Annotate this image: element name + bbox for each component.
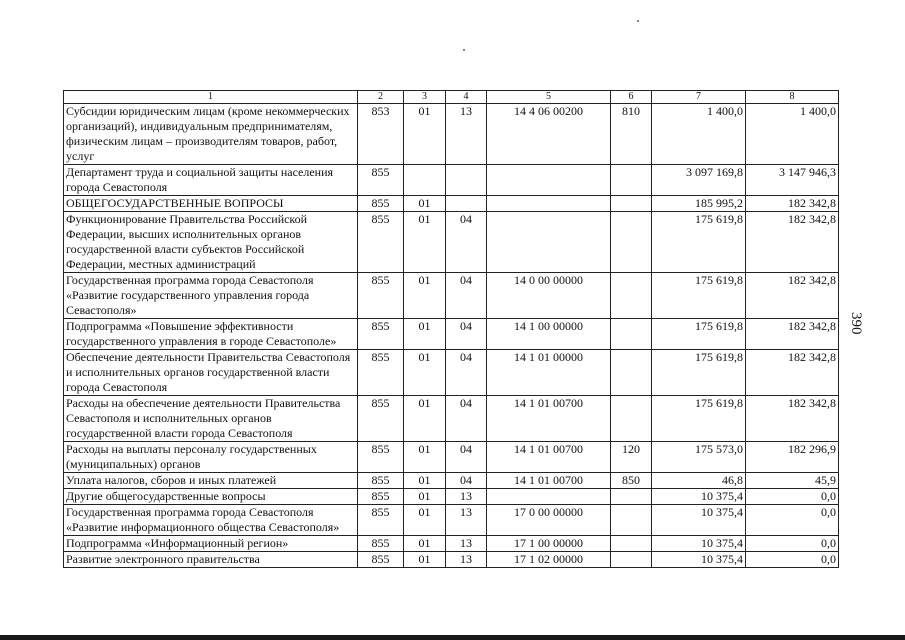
table-row [64,165,839,196]
row-name-cell: Подпрограмма «Информационный регион» [64,536,358,552]
section-code-cell: 01 [404,273,446,319]
table-row [64,396,839,442]
section-code-cell: 01 [404,212,446,273]
amount-year1-cell: 175 619,8 [652,212,746,273]
ministry-code-cell: 855 [358,473,404,489]
table-row [64,350,839,396]
row-name-cell: Государственная программа города Севастополя «Развитие государственного управления города Севастополя» [64,273,358,319]
amount-year1-cell: 10 375,4 [652,536,746,552]
ministry-code-cell: 855 [358,350,404,396]
section-code-cell: 01 [404,196,446,212]
row-name-cell: ОБЩЕГОСУДАРСТВЕННЫЕ ВОПРОСЫ [64,196,358,212]
section-code-cell: 01 [404,505,446,536]
amount-year1-cell: 1 400,0 [652,104,746,165]
section-code-cell: 01 [404,552,446,568]
table-row [64,473,839,489]
column-header: 2 [358,91,404,104]
amount-year2-cell: 45,9 [746,473,839,489]
subsection-code-cell: 04 [446,319,487,350]
ministry-code-cell: 853 [358,104,404,165]
ministry-code-cell: 855 [358,319,404,350]
section-code-cell: 01 [404,319,446,350]
ministry-code-cell: 855 [358,196,404,212]
column-header: 6 [611,91,652,104]
row-name-cell: Департамент труда и социальной защиты населения города Севастополя [64,165,358,196]
amount-year1-cell: 46,8 [652,473,746,489]
subsection-code-cell: 04 [446,396,487,442]
scan-bottom-edge [0,635,905,640]
amount-year2-cell: 182 342,8 [746,196,839,212]
expense-type-cell [611,212,652,273]
subsection-code-cell: 04 [446,350,487,396]
target-article-cell [487,212,611,273]
expense-type-cell: 850 [611,473,652,489]
target-article-cell: 17 0 00 00000 [487,505,611,536]
section-code-cell: 01 [404,442,446,473]
amount-year2-cell: 182 342,8 [746,396,839,442]
amount-year2-cell: 182 296,9 [746,442,839,473]
row-name-cell: Обеспечение деятельности Правительства Севастополя и исполнительных органов государственной власти города Севастополя [64,350,358,396]
section-code-cell [404,165,446,196]
subsection-code-cell [446,165,487,196]
amount-year1-cell: 175 619,8 [652,396,746,442]
subsection-code-cell: 13 [446,552,487,568]
column-header: 5 [487,91,611,104]
table-row [64,489,839,505]
expense-type-cell [611,273,652,319]
section-code-cell: 01 [404,489,446,505]
table-row [64,319,839,350]
row-name-cell: Уплата налогов, сборов и иных платежей [64,473,358,489]
target-article-cell: 14 0 00 00000 [487,273,611,319]
target-article-cell [487,489,611,505]
expense-type-cell [611,552,652,568]
subsection-code-cell: 04 [446,212,487,273]
row-name-cell: Субсидии юридическим лицам (кроме некоммерческих организаций), индивидуальным предпринимателям, физическим лицам – производителям товаров, работ, услуг [64,104,358,165]
amount-year1-cell: 10 375,4 [652,552,746,568]
subsection-code-cell: 04 [446,473,487,489]
amount-year1-cell: 175 619,8 [652,350,746,396]
expense-type-cell [611,505,652,536]
table-row [64,536,839,552]
row-name-cell: Расходы на обеспечение деятельности Правительства Севастополя и исполнительных органов государственной власти города Севастополя [64,396,358,442]
table-row [64,273,839,319]
subsection-code-cell: 13 [446,489,487,505]
target-article-cell: 14 1 01 00700 [487,396,611,442]
amount-year1-cell: 175 619,8 [652,319,746,350]
section-code-cell: 01 [404,104,446,165]
column-number-header [64,91,839,104]
ministry-code-cell: 855 [358,536,404,552]
row-name-cell: Подпрограмма «Повышение эффективности государственного управления в городе Севастополе» [64,319,358,350]
page-number: 390 [848,312,864,335]
column-header: 7 [652,91,746,104]
ministry-code-cell: 855 [358,273,404,319]
expense-type-cell [611,165,652,196]
expense-type-cell [611,319,652,350]
section-code-cell: 01 [404,536,446,552]
row-name-cell: Развитие электронного правительства [64,552,358,568]
expense-type-cell: 120 [611,442,652,473]
amount-year2-cell: 182 342,8 [746,212,839,273]
scan-speck [637,20,639,22]
expense-type-cell [611,350,652,396]
amount-year1-cell: 10 375,4 [652,489,746,505]
amount-year2-cell: 0,0 [746,489,839,505]
subsection-code-cell: 13 [446,536,487,552]
section-code-cell: 01 [404,350,446,396]
amount-year2-cell: 0,0 [746,552,839,568]
target-article-cell: 14 1 00 00000 [487,319,611,350]
column-header: 8 [746,91,839,104]
section-code-cell: 01 [404,396,446,442]
subsection-code-cell: 04 [446,273,487,319]
ministry-code-cell: 855 [358,212,404,273]
ministry-code-cell: 855 [358,505,404,536]
table-row [64,196,839,212]
ministry-code-cell: 855 [358,489,404,505]
target-article-cell: 14 1 01 00700 [487,442,611,473]
target-article-cell: 14 1 01 00700 [487,473,611,489]
table-row [64,552,839,568]
table-row [64,442,839,473]
budget-table [63,90,839,568]
subsection-code-cell: 13 [446,104,487,165]
target-article-cell: 17 1 02 00000 [487,552,611,568]
target-article-cell: 14 4 06 00200 [487,104,611,165]
amount-year2-cell: 3 147 946,3 [746,165,839,196]
target-article-cell: 17 1 00 00000 [487,536,611,552]
ministry-code-cell: 855 [358,396,404,442]
amount-year2-cell: 0,0 [746,505,839,536]
column-header: 3 [404,91,446,104]
target-article-cell [487,196,611,212]
amount-year1-cell: 175 619,8 [652,273,746,319]
table-row [64,505,839,536]
section-code-cell: 01 [404,473,446,489]
subsection-code-cell: 04 [446,442,487,473]
ministry-code-cell: 855 [358,552,404,568]
ministry-code-cell: 855 [358,165,404,196]
amount-year1-cell: 175 573,0 [652,442,746,473]
expense-type-cell [611,489,652,505]
amount-year1-cell: 185 995,2 [652,196,746,212]
row-name-cell: Другие общегосударственные вопросы [64,489,358,505]
column-header: 4 [446,91,487,104]
amount-year2-cell: 0,0 [746,536,839,552]
subsection-code-cell [446,196,487,212]
expense-type-cell [611,196,652,212]
amount-year1-cell: 3 097 169,8 [652,165,746,196]
column-header: 1 [64,91,358,104]
subsection-code-cell: 13 [446,505,487,536]
amount-year2-cell: 182 342,8 [746,319,839,350]
target-article-cell: 14 1 01 00000 [487,350,611,396]
row-name-cell: Функционирование Правительства Российской Федерации, высших исполнительных органов государственной власти субъектов Российской Федерации, местных администраций [64,212,358,273]
amount-year1-cell: 10 375,4 [652,505,746,536]
amount-year2-cell: 182 342,8 [746,273,839,319]
expense-type-cell: 810 [611,104,652,165]
ministry-code-cell: 855 [358,442,404,473]
amount-year2-cell: 1 400,0 [746,104,839,165]
row-name-cell: Государственная программа города Севастополя «Развитие информационного общества Севастополя» [64,505,358,536]
target-article-cell [487,165,611,196]
table-row [64,212,839,273]
scan-speck [463,49,465,51]
row-name-cell: Расходы на выплаты персоналу государственных (муниципальных) органов [64,442,358,473]
expense-type-cell [611,536,652,552]
amount-year2-cell: 182 342,8 [746,350,839,396]
table-row [64,104,839,165]
expense-type-cell [611,396,652,442]
